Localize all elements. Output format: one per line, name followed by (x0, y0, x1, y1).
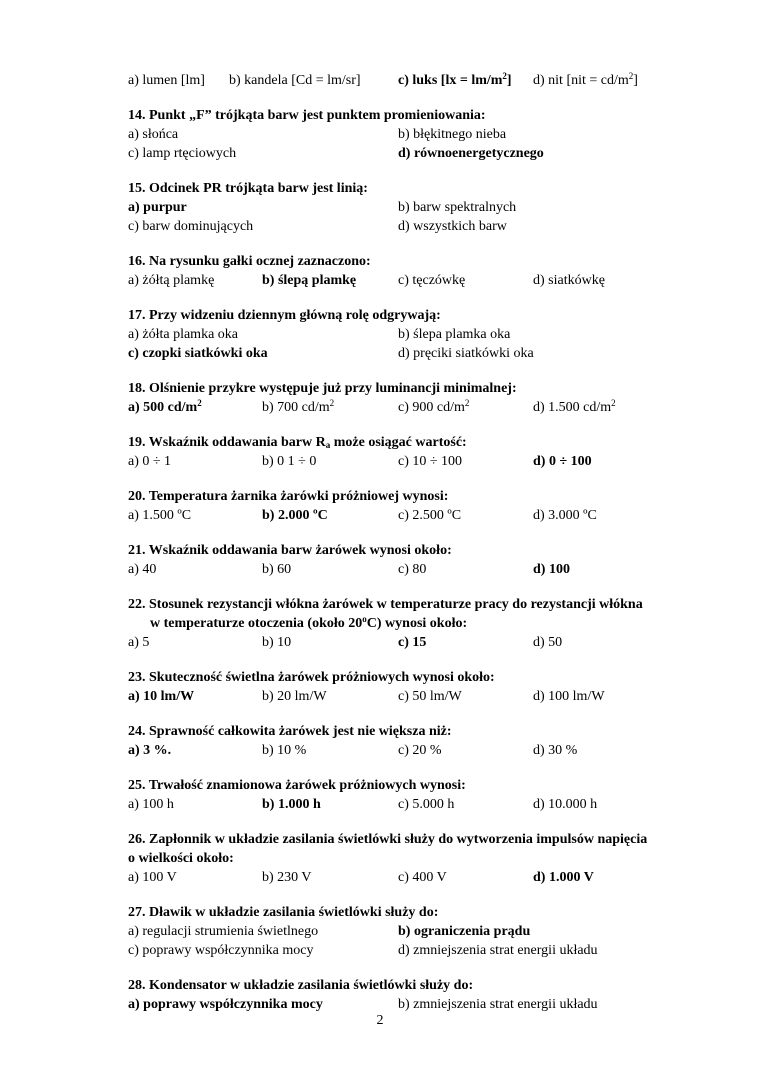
q23-title: 23. Skuteczność świetlna żarówek próżniowych wynosi około: (128, 670, 495, 685)
q19-answer-b: b) 0 1 ÷ 0 (262, 454, 317, 469)
question-list (128, 71, 708, 1014)
q25-answer-a: a) 100 h (128, 797, 174, 812)
q18-answer-c: c) 900 $cd/m^2$ (398, 398, 470, 415)
q13-answer-c: c) luks $[lx = lm/m^2]$ (398, 71, 512, 88)
q26-answer-d: d) 1.000 V (533, 870, 594, 885)
q17-title: 17. Przy widzeniu dziennym główną rolę odgrywają: (128, 308, 441, 323)
q17-answer-a: a) żółta plamka oka (128, 327, 239, 342)
q15-answer-d: d) wszystkich barw (398, 219, 507, 234)
q18-answer-d: d) 1.500 $cd/m^2$ (533, 398, 616, 415)
q21-answer-a: a) 40 (128, 562, 157, 577)
q22-title-line2: w temperaturze otoczenia (około 20$^o$C) wynosi około: (150, 614, 468, 631)
q26-title-line2: o wielkości około: (128, 851, 234, 866)
q23-answer-a: a) 10 lm/W (128, 689, 195, 704)
q27-answer-a: a) regulacji strumienia świetlnego (128, 924, 319, 939)
q16-answer-b: b) ślepą plamkę (262, 273, 357, 288)
q28-title: 28. Kondensator w układzie zasilania świetlówki służy do: (128, 978, 474, 993)
q19-answer-a: a) 0 ÷ 1 (128, 454, 172, 469)
q15-answer-b: b) barw spektralnych (398, 200, 517, 215)
q22-answer-c: c) 15 (398, 635, 427, 650)
q22-answer-b: b) 10 (262, 635, 292, 650)
q25-answer-d: d) 10.000 h (533, 797, 598, 812)
q25-answer-b: b) 1.000 h (262, 797, 321, 812)
q18-answer-a: a) 500 $cd/m^2$ (128, 398, 202, 415)
q14-answer-c: c) lamp rtęciowych (128, 146, 237, 161)
q20-answer-a: a) 1.500 ºC (128, 508, 192, 523)
q17-answer-b: b) ślepa plamka oka (398, 327, 511, 342)
q18-title: 18. Olśnienie przykre występuje już przy luminancji minimalnej: (128, 381, 517, 396)
q13-answer-d: d) nit $[nit = cd/m^2]$ (533, 71, 638, 88)
q15-answer-c: c) barw dominujących (128, 219, 254, 234)
q19-answer-c: c) 10 ÷ 100 (398, 454, 463, 469)
q23-answer-c: c) 50 lm/W (398, 689, 462, 704)
q24-answer-a: a) 3 %. (128, 743, 172, 758)
q25-answer-c: c) 5.000 h (398, 797, 455, 812)
q24-title: 24. Sprawność całkowita żarówek jest nie większa niż: (128, 724, 452, 739)
q13-answers (128, 71, 708, 90)
q14-title: 14. Punkt „F” trójkąta barw jest punktem promieniowania: (128, 108, 486, 123)
q19-answer-d: d) 0 ÷ 100 (533, 454, 592, 469)
q21-title: 21. Wskaźnik oddawania barw żarówek wynosi około: (128, 543, 452, 558)
q15-answer-a: a) purpur (128, 200, 187, 215)
q13-answer-b: b) kandela [Cd = lm/sr] (229, 73, 361, 88)
q21-answer-d: d) 100 (533, 562, 570, 577)
q21-answer-c: c) 80 (398, 562, 427, 577)
q16-title: 16. Na rysunku gałki ocznej zaznaczono: (128, 254, 371, 269)
q23-answer-d: d) 100 lm/W (533, 689, 605, 704)
q28-answer-a: a) poprawy współczynnika mocy (128, 997, 323, 1012)
q24-answer-c: c) 20 % (398, 743, 442, 758)
q18-answer-b: b) 700 $cd/m^2$ (262, 398, 335, 415)
q14-answer-a: a) słońca (128, 127, 179, 142)
q16-answer-c: c) tęczówkę (398, 273, 466, 288)
q24-answer-b: b) 10 % (262, 743, 307, 758)
q16-answer-a: a) żółtą plamkę (128, 273, 215, 288)
q20-answer-c: c) 2.500 ºC (398, 508, 462, 523)
q17-answer-d: d) pręciki siatkówki oka (398, 346, 534, 361)
q25-title: 25. Trwałość znamionowa żarówek próżniowych wynosi: (128, 778, 466, 793)
q14-answer-b: b) błękitnego nieba (398, 127, 507, 142)
q21-answer-b: b) 60 (262, 562, 292, 577)
q23-answer-b: b) 20 lm/W (262, 689, 327, 704)
page-number: 2 (376, 1013, 384, 1028)
q28-answer-b: b) zmniejszenia strat energii układu (398, 997, 598, 1012)
q26-answer-a: a) 100 V (128, 870, 177, 885)
q16-answer-d: d) siatkówkę (533, 273, 605, 288)
q13-answer-a: a) lumen [lm] (128, 73, 205, 88)
q20-title: 20. Temperatura żarnika żarówki próżniowej wynosi: (128, 489, 449, 504)
q17-answer-c: c) czopki siatkówki oka (128, 346, 268, 361)
q24-answer-d: d) 30 % (533, 743, 578, 758)
q20-answer-d: d) 3.000 ºC (533, 508, 597, 523)
q19-title: 19. Wskaźnik oddawania barw $R_a$ może osiągać wartość: (128, 435, 467, 450)
q27-title: 27. Dławik w układzie zasilania świetlówki służy do: (128, 905, 439, 920)
q27-answer-c: c) poprawy współczynnika mocy (128, 943, 314, 958)
q15-title: 15. Odcinek PR trójkąta barw jest linią: (128, 181, 368, 196)
q22-title-line1: 22. Stosunek rezystancji włókna żarówek w temperaturze pracy do rezystancji włókna (128, 597, 643, 612)
q22-answer-a: a) 5 (128, 635, 150, 650)
q26-title-line1: 26. Zapłonnik w układzie zasilania świetlówki służy do wytworzenia impulsów napięcia (128, 832, 648, 847)
q20-answer-b: b) 2.000 ºC (262, 508, 328, 523)
q27-answer-b: b) ograniczenia prądu (398, 924, 531, 939)
q26-answer-b: b) 230 V (262, 870, 312, 885)
q22-answer-d: d) 50 (533, 635, 563, 650)
q26-answer-c: c) 400 V (398, 870, 447, 885)
q14-answer-d: d) równoenergetycznego (398, 146, 544, 161)
q27-answer-d: d) zmniejszenia strat energii układu (398, 943, 598, 958)
